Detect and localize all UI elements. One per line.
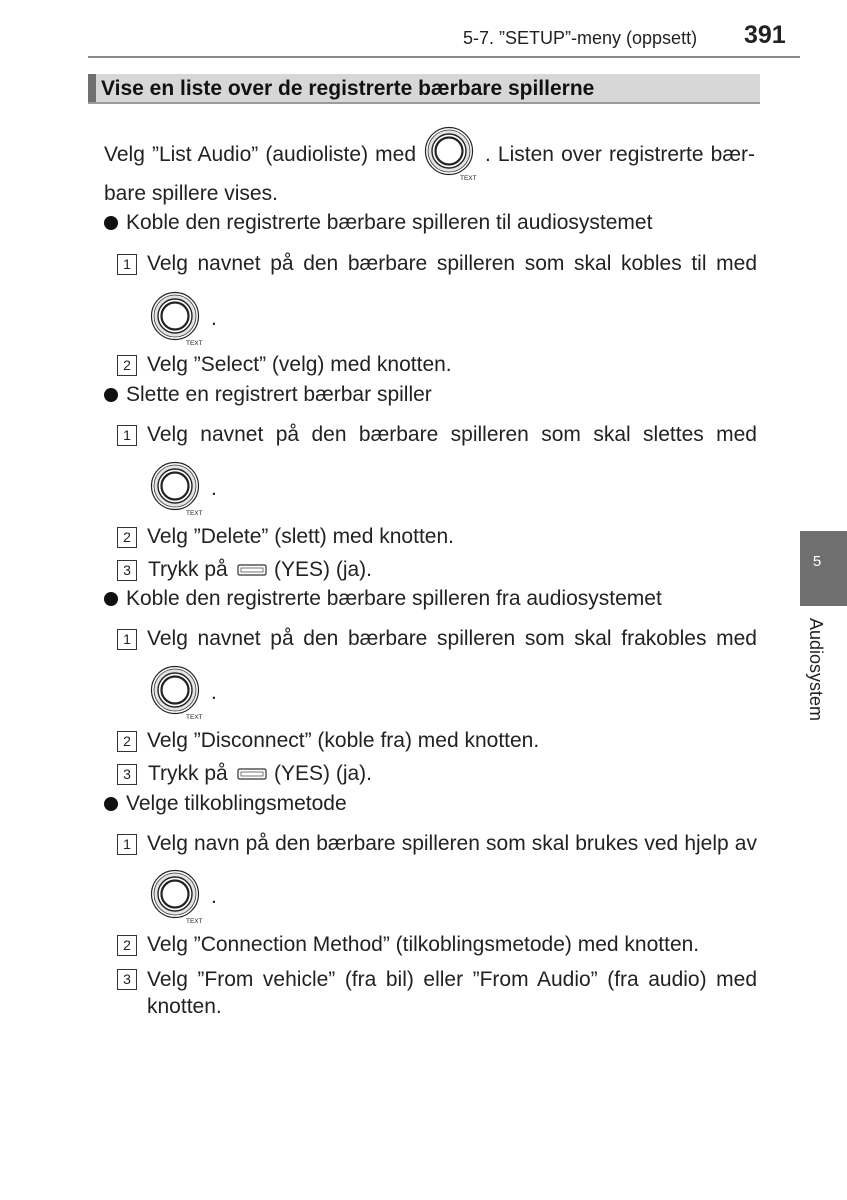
step-text: Velg ”Disconnect” (koble fra) med knotten.	[147, 729, 540, 752]
section-heading-title: Vise en liste over de registrerte bærbare spillerne	[101, 77, 595, 100]
group-heading: Koble den registrerte bærbare spilleren fra audiosystemet	[126, 587, 662, 610]
screen-button-icon	[237, 564, 267, 576]
bullet-icon	[104, 216, 118, 230]
screen-button-icon	[237, 768, 267, 780]
chapter-title: Audiosystem	[806, 618, 826, 722]
step-number: 3	[117, 764, 137, 785]
header-section-title: 5-7. ”SETUP”-meny (oppsett)	[463, 28, 698, 48]
chapter-tab	[800, 531, 847, 606]
tune-select-knob-icon	[422, 126, 482, 184]
chapter-number: 5	[812, 553, 822, 570]
step-number: 2	[117, 527, 137, 548]
group-heading: Slette en registrert bærbar spiller	[126, 383, 432, 406]
knob-label: TEXT	[186, 510, 203, 517]
group-heading: Velge tilkoblingsmetode	[126, 792, 347, 815]
step-text-after-icon: .	[211, 477, 217, 500]
bullet-icon	[104, 797, 118, 811]
step-text: Velg ”From vehicle” (fra bil) eller ”From Audio” (fra audio) med knotten.	[147, 968, 757, 1018]
step-text-before-icon: Trykk på	[148, 558, 228, 581]
step-text: Velg navnet på den bærbare spilleren som skal frakobles med	[147, 627, 757, 650]
section-heading	[88, 74, 760, 104]
step-text-after-icon: .	[211, 885, 217, 908]
bullet-icon	[104, 592, 118, 606]
tune-select-knob-icon	[148, 665, 208, 723]
bullet-icon	[104, 388, 118, 402]
tune-select-knob-icon	[148, 461, 208, 519]
intro-text-after-icon: . Listen over registrerte bær-	[485, 143, 755, 166]
step-text: Velg navnet på den bærbare spilleren som skal slettes med	[147, 423, 757, 446]
step-text: Velg navnet på den bærbare spilleren som skal kobles til med	[147, 252, 757, 275]
step-text-after-icon: .	[211, 681, 217, 704]
tune-select-knob-icon	[148, 869, 208, 927]
knob-label: TEXT	[186, 714, 203, 721]
step-number: 3	[117, 969, 137, 990]
intro-text-before-icon: Velg ”List Audio” (audioliste) med	[104, 143, 416, 166]
step-number: 2	[117, 355, 137, 376]
knob-label: TEXT	[460, 175, 477, 182]
page-number: 391	[744, 21, 786, 49]
step-text: Velg ”Select” (velg) med knotten.	[147, 353, 452, 376]
step-text-after-icon: (YES) (ja).	[274, 762, 373, 785]
tune-select-knob-icon	[148, 291, 208, 349]
step-text: Velg ”Delete” (slett) med knotten.	[147, 525, 454, 548]
step-text: Velg ”Connection Method” (tilkoblingsmetode) med knotten.	[147, 933, 700, 956]
knob-label: TEXT	[186, 918, 203, 925]
intro-text-line2: bare spillere vises.	[104, 182, 278, 205]
step-text: Velg navn på den bærbare spilleren som skal brukes ved hjelp av	[147, 832, 757, 855]
step-text-after-icon: .	[211, 307, 217, 330]
step-number: 1	[117, 834, 137, 855]
step-number: 1	[117, 425, 137, 446]
heading-accent-bar	[88, 74, 96, 102]
step-number: 1	[117, 629, 137, 650]
step-number: 3	[117, 560, 137, 581]
header-rule	[88, 56, 800, 58]
step-number: 1	[117, 254, 137, 275]
step-text-after-icon: (YES) (ja).	[274, 558, 373, 581]
step-number: 2	[117, 731, 137, 752]
group-heading: Koble den registrerte bærbare spilleren til audiosystemet	[126, 211, 653, 234]
knob-label: TEXT	[186, 340, 203, 347]
step-text-before-icon: Trykk på	[148, 762, 228, 785]
step-number: 2	[117, 935, 137, 956]
